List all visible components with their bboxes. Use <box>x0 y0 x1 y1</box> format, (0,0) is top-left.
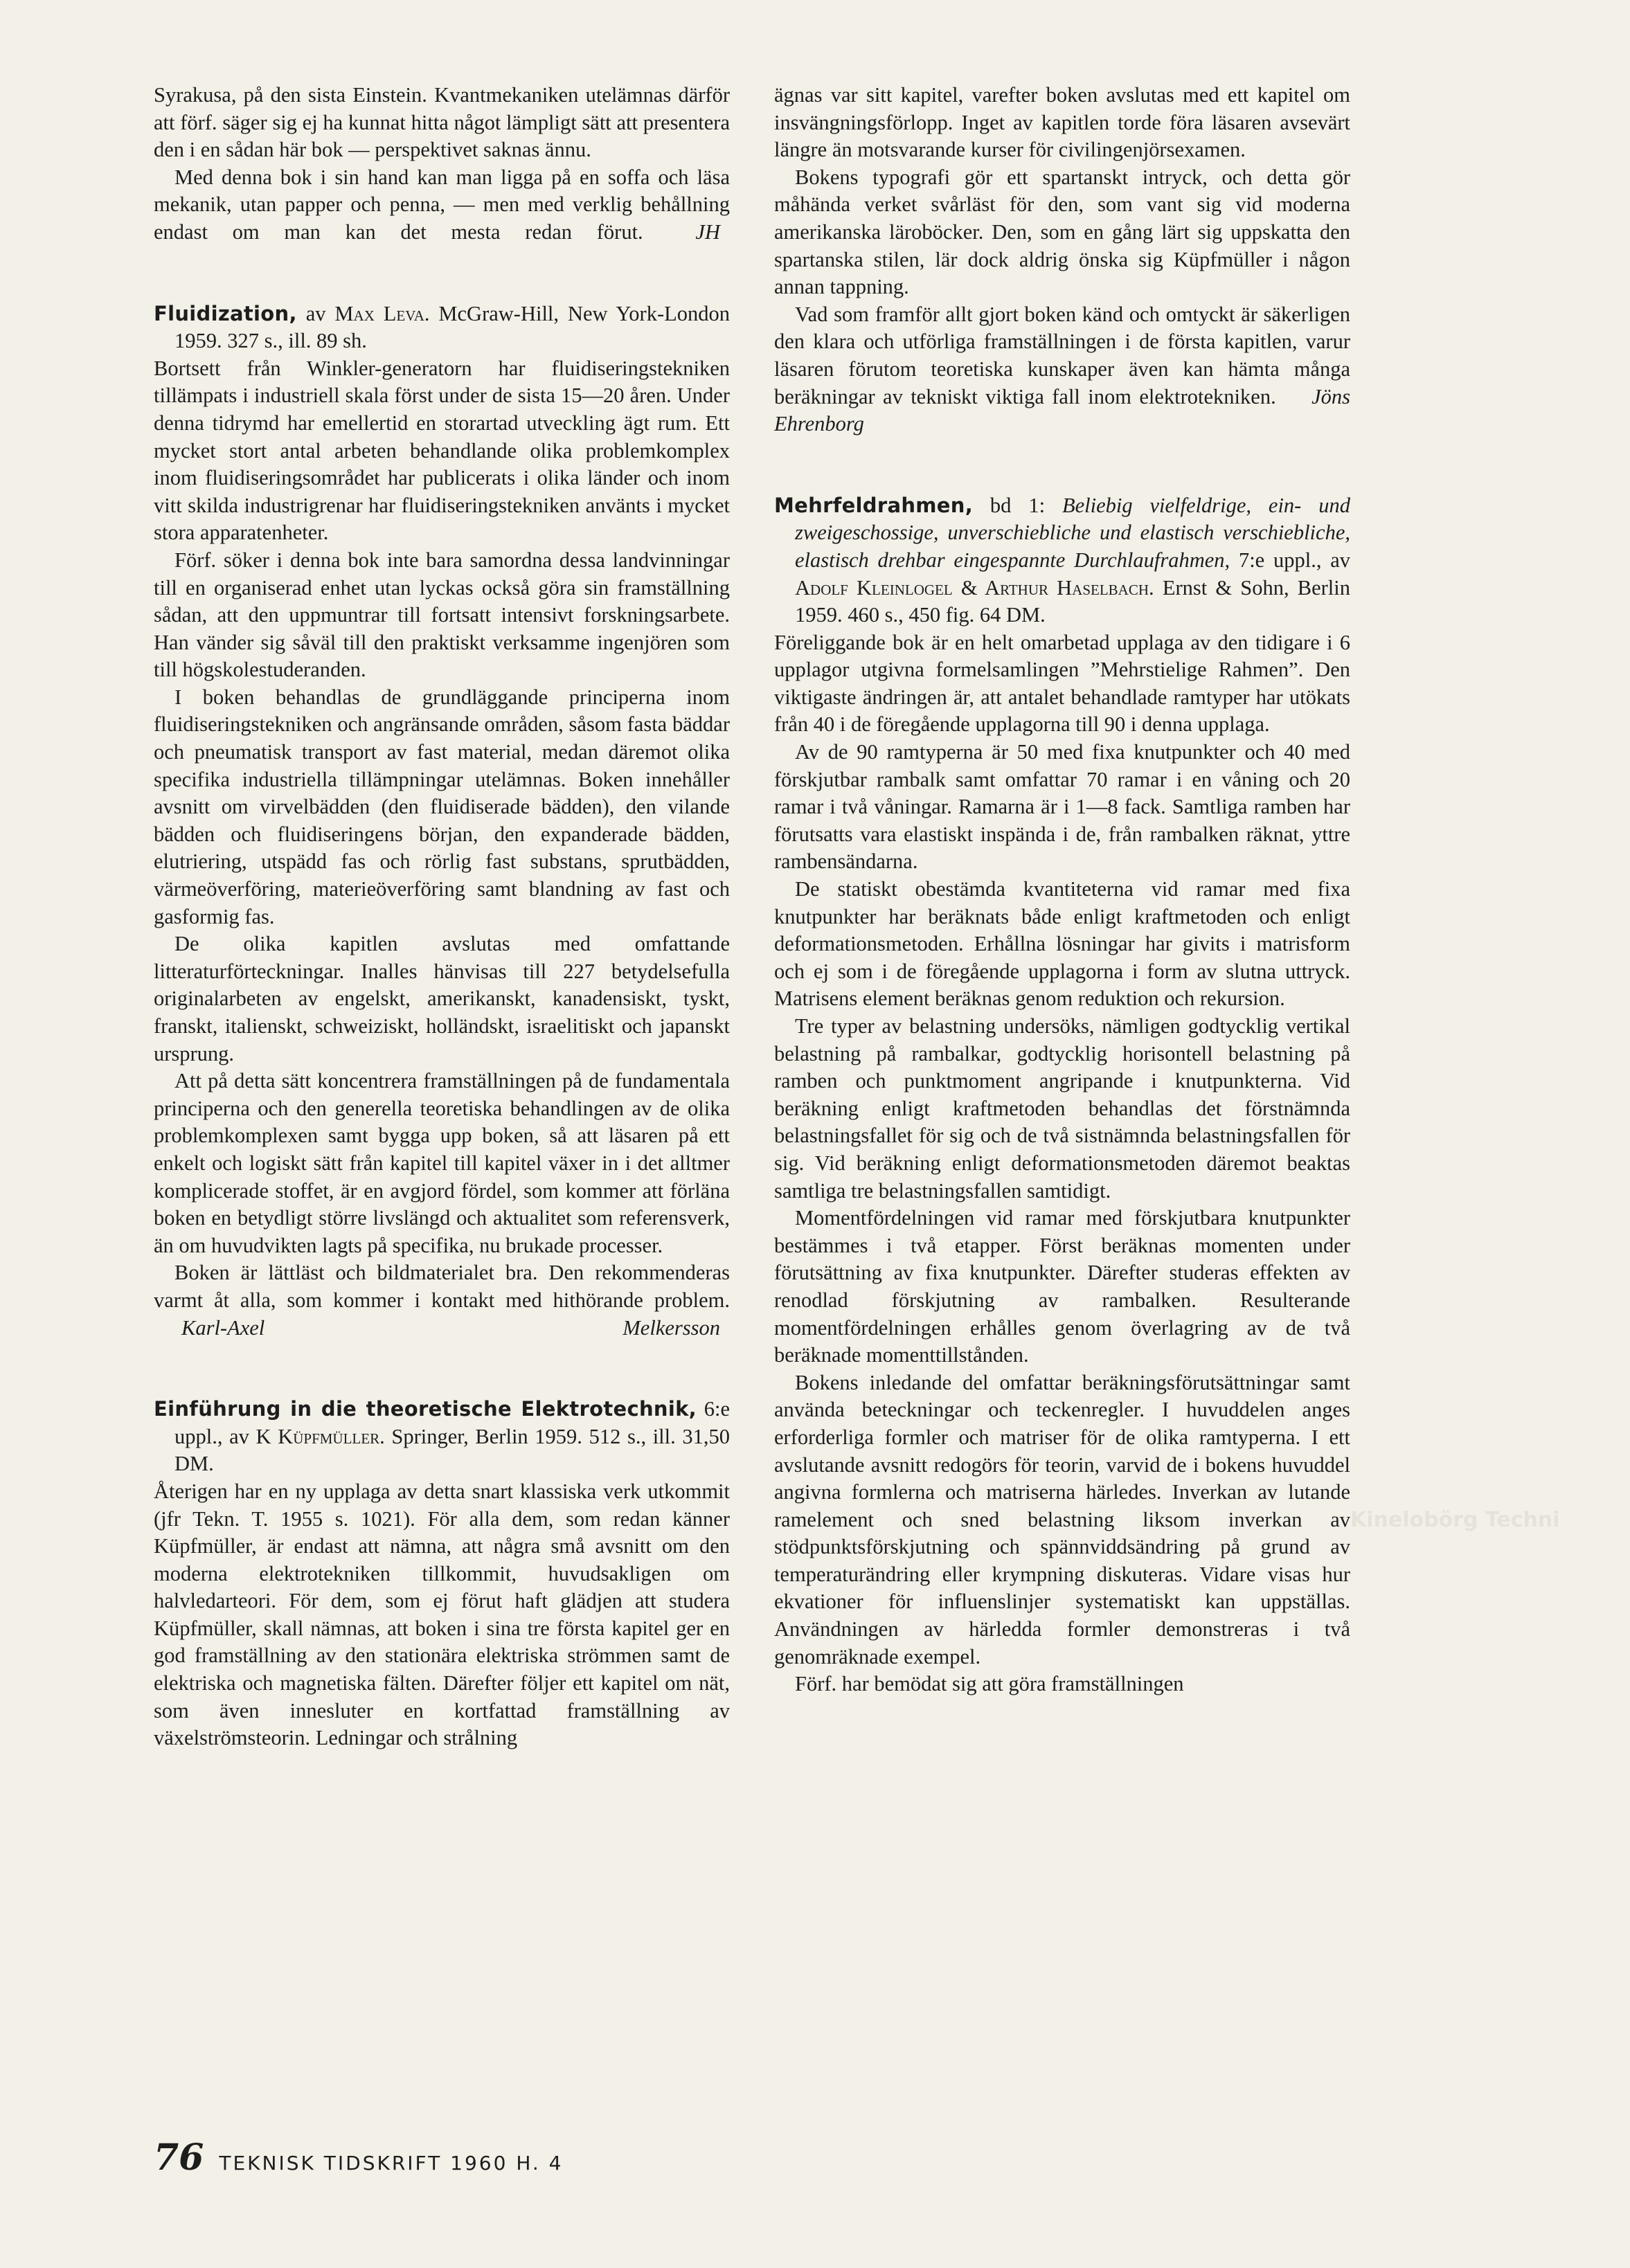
review-heading-mehrfeldrahmen <box>774 492 1350 629</box>
right-column <box>774 82 1350 1698</box>
review-gap <box>774 438 1350 492</box>
review-closing-paragraph-text: Boken är lättläst och bildmaterialet bra. Den rekommenderas varmt åt alla, som kommer i kontakt med hithörande problem. <box>154 1261 730 1312</box>
reviewer-signature: JH <box>695 219 720 244</box>
review-gap <box>154 1342 730 1396</box>
publication-info: . Springer, Berlin 1959. 512 s., ill. 31,50 DM. <box>174 1424 731 1476</box>
review-paragraph: Föreliggande bok är en helt omarbetad upplaga av den tidigare i 6 upplagor utgivna formelsamlingen ”Mehrstielige Rahmen”. Den viktigaste ändringen är, att antalet behandlade ramtyper har utökats från 40 i de föregående upplagorna till 90 i denna upplaga. <box>774 630 1350 737</box>
review-paragraph: Att på detta sätt koncentrera framställningen på de fundamentala principerna och den generella teoretiska behandlingen av de olika problemkomplexen samt bygga upp boken, så att läsaren på ett enkelt och logiskt sätt från kapitel till kapitel växer in i det alltmer komplicerade stoffet, är en avgjord fördel, som kommer att förläna boken en betydligt större livslängd och aktualitet som referensverk, än om huvudvikten lagts på specifika, nu brukade processer. <box>154 1069 730 1257</box>
edition-info: 7:e uppl., av <box>1230 548 1350 572</box>
review-paragraph: Bortsett från Winkler-generatorn har fluidiseringstekniken tillämpats i industriell skala först under de sista 15—20 åren. Under denna tidrymd har emellertid en storartad utveckling ägt rum. Ett mycket stort antal arbeten behandlande olika problemkomplex inom fluidiseringsområdet har publicerats i olika länder och inom vitt skilda industrigrenar har fluidiseringstekniken använts i mycket stora apparatenheter. <box>154 356 730 545</box>
book-author: Max Leva <box>334 301 424 325</box>
book-title: Mehrfeldrahmen, <box>774 493 974 517</box>
book-author: Adolf Kleinlogel & Arthur Haselbach <box>795 575 1149 600</box>
author-prefix: av <box>296 301 335 325</box>
intro-paragraph-closing <box>154 164 730 246</box>
review-closing-paragraph <box>154 1259 730 1342</box>
left-column <box>154 82 730 1752</box>
publication-info: . McGraw-Hill, New York-London 1959. 327 s., ill. 89 sh. <box>174 301 730 353</box>
volume-info: bd 1: <box>973 493 1062 517</box>
reviewer-signature: Jöns Ehrenborg <box>774 384 1351 436</box>
review-paragraph: Av de 90 ramtyperna är 50 med fixa knutpunkter och 40 med förskjutbar rambalk samt omfattar 70 ramar i en våning och 20 ramar i två våningar. Ramarna är i 1—8 fack. Samtliga ramben har förutsatts vara elastiskt inspända i de, från rambalken räknat, yttre rambensändarna. <box>774 740 1350 874</box>
review-heading-fluidization <box>154 300 730 355</box>
review-paragraph-continued: ägnas var sitt kapitel, varefter boken avslutas med ett kapitel om insvängningsförlopp. Inget av kapitlen torde föra läsaren avsevärt längre än motsvarande kurser för civilingenjörsexamen. <box>774 83 1350 162</box>
review-paragraph: De olika kapitlen avslutas med omfattande litteraturförteckningar. Inalles hänvisas till 227 betydelsefulla originalarbeten av engelskt, amerikanskt, kanadensiskt, tyskt, franskt, italienskt, schweiziskt, holländskt, israelitiskt och japanskt ursprung. <box>154 932 730 1065</box>
review-heading-elektrotechnik <box>154 1396 730 1478</box>
review-paragraph: Bokens typografi gör ett spartanskt intryck, och detta gör måhända verket svårläst för den, som vant sig vid moderna amerikanska läroböcker. Den, som en gång lärt sig uppskatta den spartanska stilen, lär dock aldrig önska sig Küpfmüller i någon annan tappning. <box>774 165 1350 299</box>
book-title: Einführung in die theoretische Elektrotechnik, <box>154 1397 697 1421</box>
review-closing-paragraph <box>774 301 1350 438</box>
intro-paragraph: Syrakusa, på den sista Einstein. Kvantmekaniken utelämnas därför att förf. säger sig ej ha kunnat hitta något lämpligt sätt att presentera den i en sådan här bok — perspektivet saknas ännu. <box>154 83 730 162</box>
review-paragraph: Förf. söker i denna bok inte bara samordna dessa landvinningar till en organiserad enhet utan lyckas också göra sin framställning sådan, att den uppmuntrar till fortsatt intensivt forskningsarbete. Han vänder sig såväl till den praktiskt verksamme ingenjören som till högskolestuderanden. <box>154 548 730 682</box>
intro-paragraph-closing-text: Med denna bok i sin hand kan man ligga på en soffa och läsa mekanik, utan papper och penna, — men med verklig behållning endast om man kan det mesta redan förut. <box>154 165 730 244</box>
book-title: Fluidization, <box>154 301 297 325</box>
show-through-text: Kinelobörg Techni <box>1350 1508 1560 1532</box>
review-gap <box>154 246 730 300</box>
reviewer-signature: Karl-Axel Melkersson <box>181 1315 720 1340</box>
journal-name: TEKNISK TIDSKRIFT 1960 H. 4 <box>219 2152 564 2175</box>
review-paragraph: Tre typer av belastning undersöks, nämligen godtycklig vertikal belastning på rambalkar, godtycklig horisontell belastning på ramben och punktmoment angripande i knutpunkterna. Vid beräkning enligt kraftmetoden behandlas det förstnämnda belastningsfallet för sig och de två sistnämnda belastningsfallen för sig. Vid beräkning enligt deformationsmetoden däremot beaktas samtliga tre belastningsfallen samtidigt. <box>774 1014 1350 1203</box>
review-closing-paragraph-text: Vad som framför allt gjort boken känd och omtyckt är säkerligen den klara och utförliga framställningen i de första kapitlen, varur läsaren förutom teoretiska kunskaper även kan hämta många beräkningar av tekniskt viktiga fall inom elektrotekniken. <box>774 302 1350 408</box>
publication-info: . Ernst & Sohn, Berlin 1959. 460 s., 450 fig. 64 DM. <box>795 575 1350 627</box>
page-footer <box>154 2136 564 2179</box>
book-author: K Küpfmüller <box>256 1424 380 1448</box>
review-paragraph: Förf. har bemödat sig att göra framställningen <box>795 1672 1184 1696</box>
review-paragraph: Momentfördelningen vid ramar med förskjutbara knutpunkter bestämmes i två etapper. Först beräknas momenten under förutsättning av fixa knutpunkter. Därefter studeras effekten av renodlad förskjutning av rambalken. Resulterande momentfördelningen erhålles genom överlagring av de två beräknade momenttillstånden. <box>774 1206 1350 1367</box>
review-paragraph: Bokens inledande del omfattar beräkningsförutsättningar samt använda beteckningar och teckenregler. I huvuddelen anges erforderliga formler och matriser för de olika ramtyperna. I ett avslutande avsnitt redogörs för teorin, varvid de i bokens huvuddel angivna formlerna och matriserna härledes. Inverkan av lutande ramelement och sned belastning liksom inverkan av stödpunktsförskjutning och spännviddsändring på grund av temperaturändring eller krympning diskuteras. Vidare visas hur ekvationer för influenslinjer systematiskt kan uppställas. Användningen av härledda formler demonstreras i två genomräknade exempel. <box>774 1370 1350 1668</box>
book-subtitle: Beliebig vielfeldrige, ein- und zweigeschossige, unverschiebliche und elastisch verschiebliche, elastisch drehbar eingespannte Durchlaufrahmen, <box>795 493 1350 572</box>
review-paragraph: Återigen har en ny upplaga av detta snart klassiska verk utkommit (jfr Tekn. T. 1955 s. 1021). För alla dem, som redan känner Küpfmüller, är endast att nämna, att några små avsnitt om den moderna elektrotekniken tillkommit, huvudsakligen om halvledarteori. För dem, som ej förut haft glädjen att studera Küpfmüller, skall nämnas, att boken i sina tre första kapitel ger en god framställning av den stationära elektriska strömmen samt de elektriska och magnetiska fälten. Därefter följer ett kapitel om nät, som även innesluter en kortfattad framställning av växelströmsteorin. Ledningar och strålning <box>154 1479 730 1750</box>
edition-info: 6:e uppl., av <box>174 1397 730 1448</box>
page-number: 76 <box>154 2136 204 2179</box>
review-paragraph: I boken behandlas de grundläggande principerna inom fluidiseringstekniken och angränsande områden, såsom fasta bäddar och pneumatisk transport av fast material, medan däremot olika specifika industriella tillämpningar utelämnas. Boken innehåller avsnitt om virvelbädden (den fluidiserade bädden), den vilande bädden och fluidiseringens början, den expanderade bädden, elutriering, utspädd fas och rörlig fast substans, sprutbädden, värmeöverföring, materieöverföring samt blandning av fast och gasformig fas. <box>154 685 730 928</box>
review-paragraph: De statiskt obestämda kvantiteterna vid ramar med fixa knutpunkter har beräknats både enligt kraftmetoden och enligt deformationsmetoden. Erhållna lösningar har givits i matrisform och ej som i de föregående upplagorna i form av slutna uttryck. Matrisens element beräknas genom reduktion och rekursion. <box>774 877 1350 1011</box>
